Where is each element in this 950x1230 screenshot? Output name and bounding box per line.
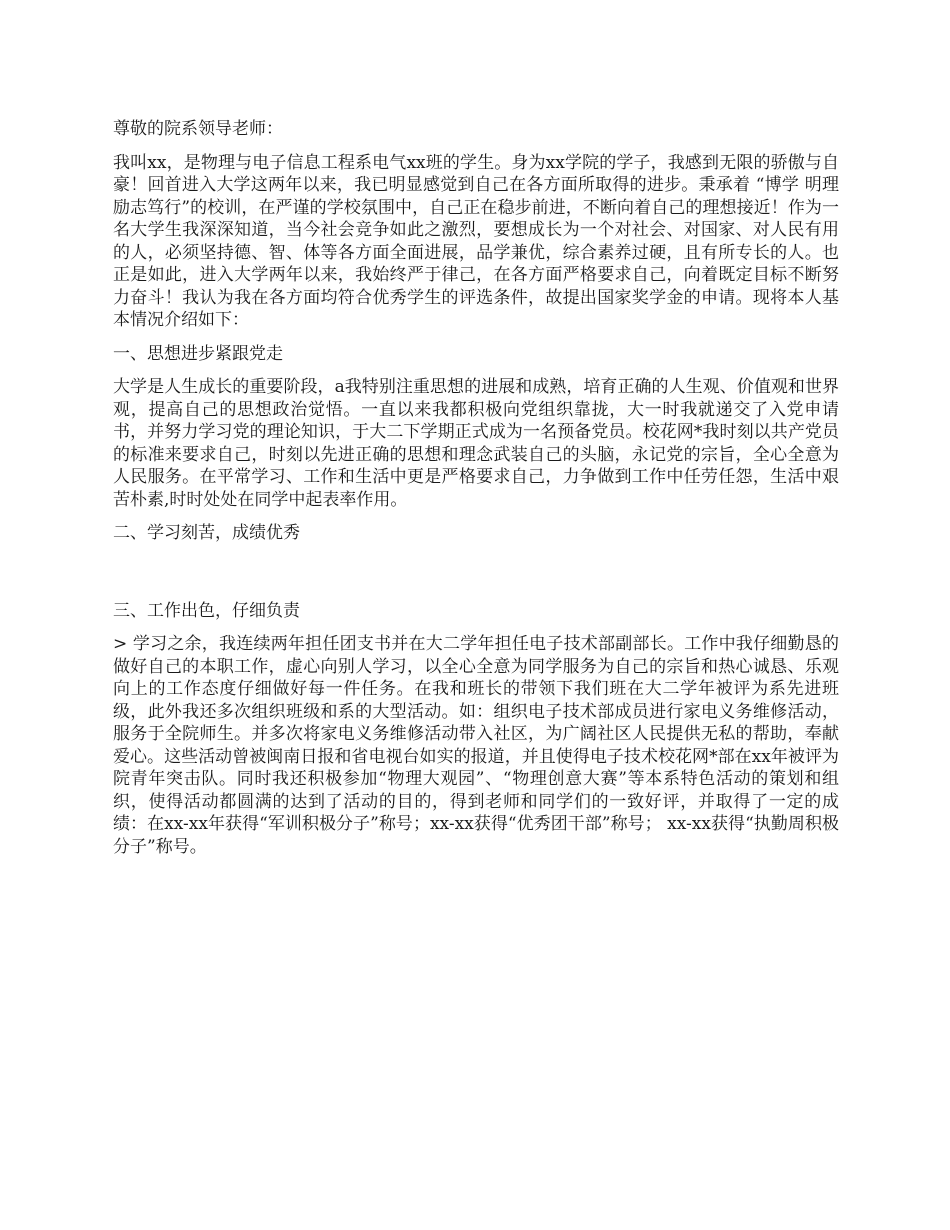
document-body (113, 118, 839, 869)
section-1-paragraph: 大学是人生成长的重要阶段，a我特别注重思想的进展和成熟，培育正确的人生观、价值观和世界观，提高自己的思想政治觉悟。一直以来我都积极向党组织靠拢，大一时我就递交了入党申请书，并努力学习党的理论知识，于大二下学期正式成为一名预备党员。校花网*我时刻以共产党员的标准来要求自己，时刻以先进正确的思想和理念武装自己的头脑，永记党的宗旨，全心全意为人民服务。在平常学习、工作和生活中更是严格要求自己，力争做到工作中任劳任怨，生活中艰苦朴素,时时处处在同学中起表率作用。 (113, 377, 839, 510)
salutation: 尊敬的院系领导老师： (113, 119, 283, 139)
section-3-paragraph: > 学习之余，我连续两年担任团支书并在大二学年担任电子技术部副部长。工作中我仔细勤恳的做好自己的本职工作，虚心向别人学习，以全心全意为同学服务为自己的宗旨和热心诚恳、乐观向上的工作态度仔细做好每一件任务。在我和班长的带领下我们班在大二学年被评为系先进班级，此外我还多次组织班级和系的大型活动。如：组织电子技术部成员进行家电义务维修活动，服务于全院师生。并多次将家电义务维修活动带入社区，为广阔社区人民提供无私的帮助，奉献爱心。这些活动曾被闽南日报和省电视台如实的报道，并且使得电子技术校花网*部在xx年被评为院青年突击队。同时我还积极参加“物理大观园”、“物理创意大赛”等本系特色活动的策划和组织，使得活动都圆满的达到了活动的目的，得到老师和同学们的一致好评，并取得了一定的成绩：在xx-xx年获得“军训积极分子”称号；xx-xx获得“优秀团干部”称号； xx-xx获得“执勤周积极分子”称号。 (113, 634, 839, 857)
intro-paragraph: 我叫xx，是物理与电子信息工程系电气xx班的学生。身为xx学院的学子，我感到无限的骄傲与自豪！回首进入大学这两年以来，我已明显感觉到自己在各方面所取得的进步。秉承着 “博学 明理 励志笃行”的校训，在严谨的学校氛围中，自己正在稳步前进，不断向着自己的理想接近！作为一名大学生我深深知道，当今社会竞争如此之激烈，要想成长为一个对社会、对国家、对人民有用的人，必须坚持德、智、体等各方面全面进展，品学兼优，综合素养过硬，且有所专长的人。也正是如此，进入大学两年以来，我始终严于律己，在各方面严格要求自己，向着既定目标不断努力奋斗！我认为我在各方面均符合优秀学生的评选条件，故提出国家奖学金的申请。现将本人基本情况介绍如下： (113, 152, 839, 330)
section-3-heading: 三、工作出色，仔细负责 (113, 600, 300, 621)
section-2-heading: 二、学习刻苦，成绩优秀 (113, 523, 300, 543)
section-2-blank-space (113, 556, 839, 600)
section-1-heading: 一、思想进步紧跟党走 (113, 343, 283, 364)
